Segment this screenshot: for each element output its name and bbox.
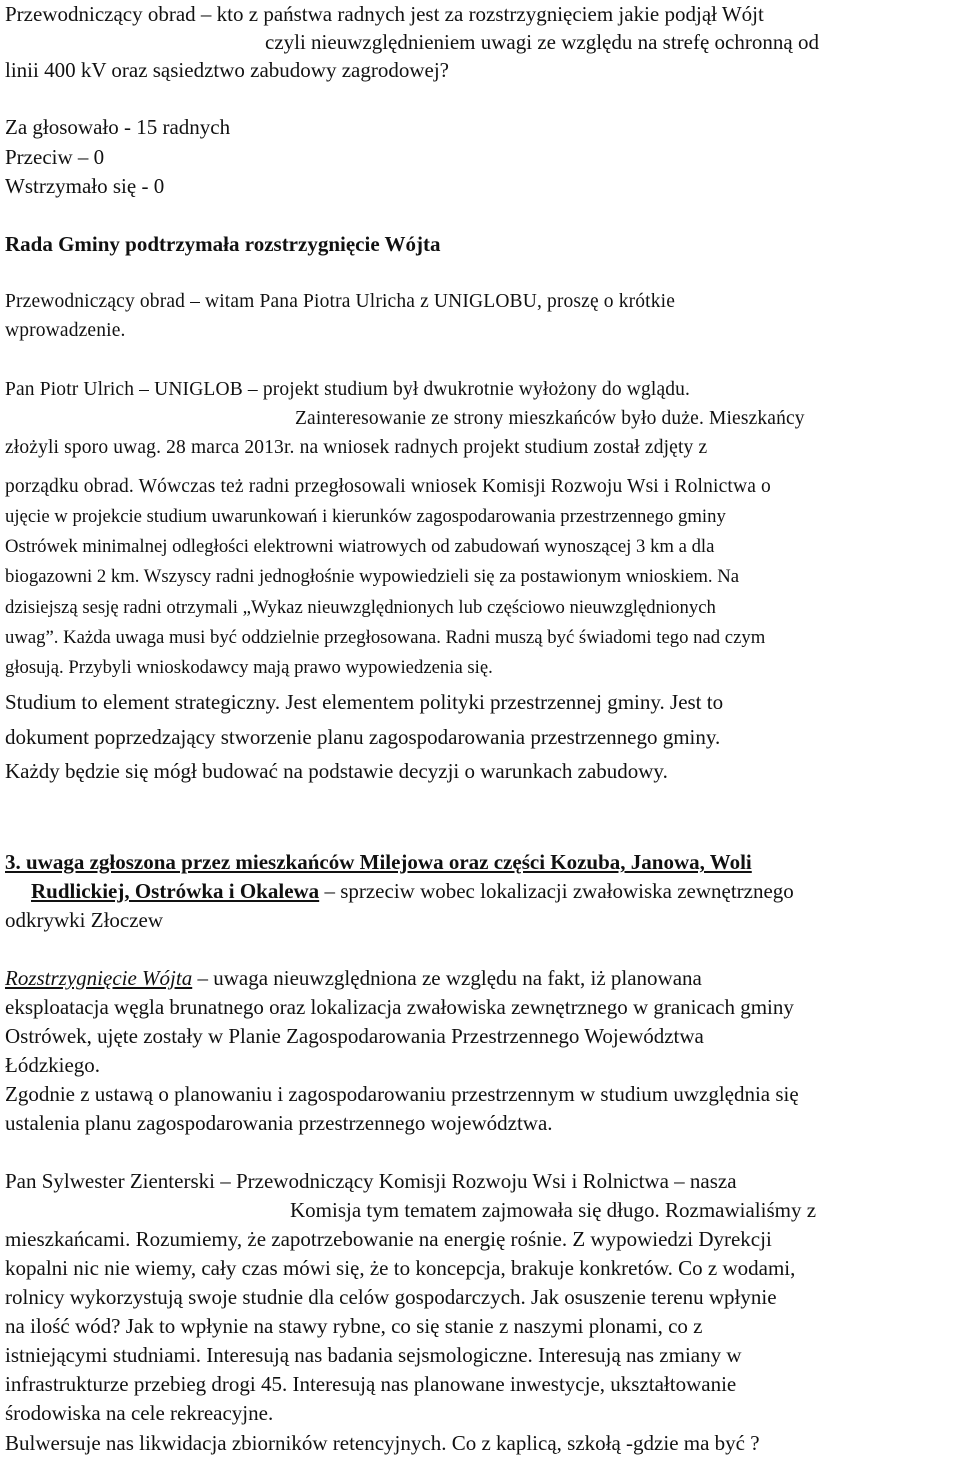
text-line: Zgodnie z ustawą o planowaniu i zagospodarowaniu przestrzennym w studium uwzględnia się <box>5 1082 799 1106</box>
text-line: biogazowni 2 km. Wszyscy radni jednogłośnie wypowiedzieli się za postawionym wnioskiem. Na <box>5 566 740 587</box>
text-line: odkrywki Złoczew <box>5 908 164 932</box>
vote-abstain: Wstrzymało się - 0 <box>5 174 165 198</box>
text-line: Studium to element strategiczny. Jest elementem polityki przestrzennej gminy. Jest to <box>5 690 724 714</box>
text-line: złożyli sporo uwag. 28 marca 2013r. na wniosek radnych projekt studium został zdjęty z <box>5 437 708 458</box>
text-line: Zainteresowanie ze strony mieszkańców było duże. Mieszkańcy <box>295 408 805 429</box>
text-line: na ilość wód? Jak to wpłynie na stawy rybne, co się stanie z naszymi plonami, co z <box>5 1314 703 1338</box>
text-line: Ostrówek, ujęte zostały w Planie Zagospodarowania Przestrzennego Województwa <box>5 1024 704 1048</box>
text-line <box>5 877 794 905</box>
text-line: dzisiejszą sesję radni otrzymali „Wykaz nieuwzględnionych lub częściowo nieuwzględnionych <box>5 597 716 618</box>
text-line: czyli nieuwzględnieniem uwagi ze względu na strefę ochronną od <box>265 30 819 54</box>
text-line: Bulwersuje nas likwidacja zbiorników retencyjnych. Co z kaplicą, szkołą -gdzie ma być ? <box>5 1431 760 1455</box>
text-line: mieszkańcami. Rozumiemy, że zapotrzebowanie na energię rośnie. Z wypowiedzi Dyrekcji <box>5 1227 772 1251</box>
text-line: Komisja tym tematem zajmowała się długo. Rozmawialiśmy z <box>290 1198 817 1222</box>
vote-against: Przeciw – 0 <box>5 145 105 169</box>
text-line: linii 400 kV oraz sąsiedztwo zabudowy zagrodowej? <box>5 58 449 82</box>
resolution-heading: Rada Gminy podtrzymała rozstrzygnięcie Wójta <box>5 232 441 256</box>
text-line: uwag”. Każda uwaga musi być oddzielnie przegłosowana. Radni muszą być świadomi tego nad czym <box>5 627 766 648</box>
text-line <box>5 964 702 992</box>
item-3-heading-continued: Rudlickiej, Ostrówka i Okalewa <box>31 879 320 903</box>
text-line: Pan Piotr Ulrich – UNIGLOB – projekt studium był dwukrotnie wyłożony do wglądu. <box>5 379 691 400</box>
item-3-heading: 3. uwaga zgłoszona przez mieszkańców Milejowa oraz części Kozuba, Janowa, Woli <box>5 850 752 874</box>
text-line: środowiska na cele rekreacyjne. <box>5 1401 274 1425</box>
text-line: Przewodniczący obrad – witam Pana Piotra Ulricha z UNIGLOBU, proszę o krótkie <box>5 291 676 312</box>
text-line: eksploatacja węgla brunatnego oraz lokalizacja zwałowiska zewnętrznego w granicach gminy <box>5 995 794 1019</box>
text-line: Pan Sylwester Zienterski – Przewodniczący Komisji Rozwoju Wsi i Rolnictwa – nasza <box>5 1169 737 1193</box>
text-line: porządku obrad. Wówczas też radni przegłosowali wniosek Komisji Rozwoju Wsi i Rolnictwa o <box>5 476 771 497</box>
text-line: infrastrukturze przebieg drogi 45. Interesują nas planowane inwestycje, ukształtowanie <box>5 1372 737 1396</box>
text-line: istniejącymi studniami. Interesują nas badania sejsmologiczne. Interesują nas zmiany w <box>5 1343 742 1367</box>
mayor-decision-label: Rozstrzygnięcie Wójta <box>5 966 193 990</box>
text-line: rolnicy wykorzystują swoje studnie dla celów gospodarczych. Jak osuszenie terenu wpłynie <box>5 1285 777 1309</box>
text-line: Przewodniczący obrad – kto z państwa radnych jest za rozstrzygnięciem jakie podjął Wójt <box>5 2 764 26</box>
text-line: dokument poprzedzający stworzenie planu zagospodarowania przestrzennego gminy. <box>5 725 721 749</box>
text-line: Ostrówek minimalnej odległości elektrowni wiatrowych od zabudowań wynoszącej 3 km a dla <box>5 536 715 557</box>
text-line: wprowadzenie. <box>5 320 126 341</box>
text-line: Każdy będzie się mógł budować na podstawie decyzji o warunkach zabudowy. <box>5 759 668 783</box>
text-line: głosują. Przybyli wnioskodawcy mają prawo wypowiedzenia się. <box>5 657 493 678</box>
text-line: kopalni nic nie wiemy, cały czas mówi się, że to koncepcja, brakuje konkretów. Co z wodami, <box>5 1256 796 1280</box>
text-line: ujęcie w projekcie studium uwarunkowań i kierunków zagospodarowania przestrzennego gminy <box>5 506 726 527</box>
item-3-objection: – sprzeciw wobec lokalizacji zwałowiska zewnętrznego <box>319 879 794 903</box>
vote-for: Za głosowało - 15 radnych <box>5 115 231 139</box>
mayor-decision-text: – uwaga nieuwzględniona ze względu na fakt, iż planowana <box>192 966 702 990</box>
text-line: ustalenia planu zagospodarowania przestrzennego województwa. <box>5 1111 553 1135</box>
text-line: Łódzkiego. <box>5 1053 101 1077</box>
